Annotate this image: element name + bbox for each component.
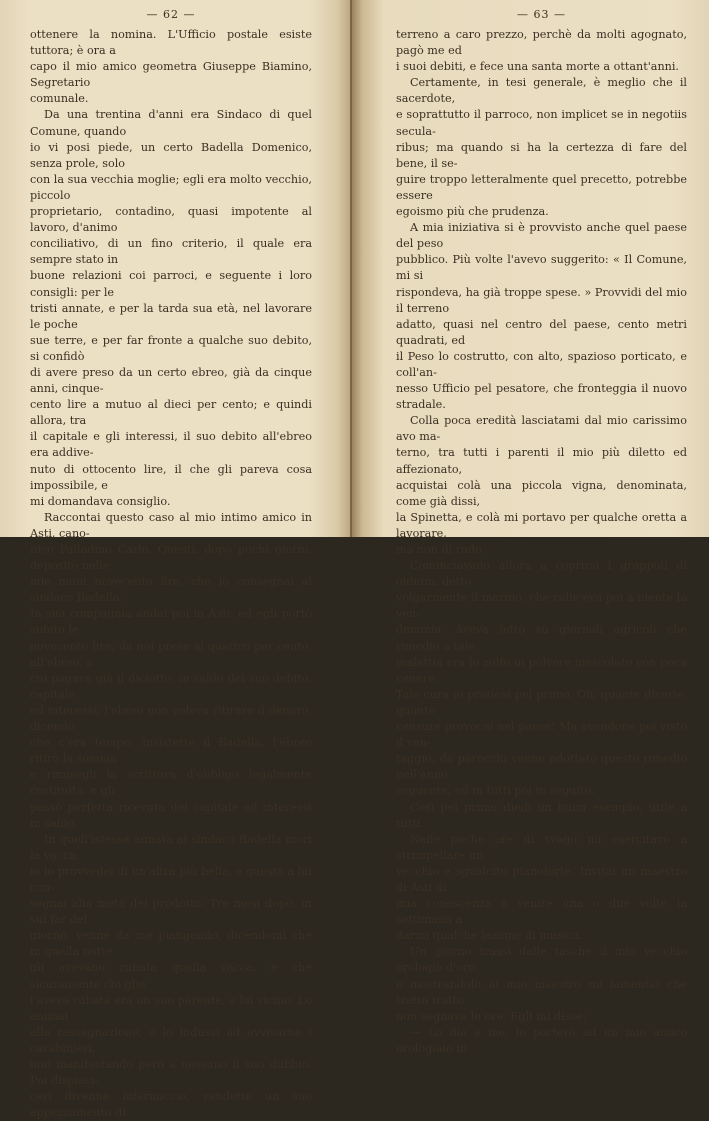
text-line: passò perfetta ricevuta del capitale ed interessi in saldo.	[30, 800, 312, 830]
page-number: — 62 —	[146, 8, 196, 21]
text-line: ed interessi; l'ebreo non voleva ritirare il denaro, dicendo	[30, 703, 312, 734]
text-line: seguente, ed in tutti poi in seguito.	[396, 784, 595, 798]
text-line: sue terre, e per far fronte a qualche suo debito, si confidò	[30, 333, 312, 363]
text-line: e rimisegli la scrittura d'obbligo legalmente costituita, e gli	[30, 768, 312, 798]
text-line: mia conoscenza a venire una o due volte la settimana a	[396, 897, 687, 927]
text-line: non manifestando però a nessuno il suo dubbio. Poi dispiaci-	[30, 1058, 312, 1088]
text-line: guire troppo letteralmente quel precetto, potrebbe essere	[396, 172, 687, 202]
text-line: conciliativo, di un fino criterio, il quale era sempre stato in	[30, 237, 312, 267]
text-line: segnai alla metà del prodotto. Tre mesi dopo, in sul far del	[30, 897, 312, 927]
text-line: nesso Ufficio pel pesatore, che fronteggia il nuovo stradale.	[396, 382, 687, 412]
text-line: Raccontai questo caso al mio intimo amico in Asti, cano-	[30, 510, 312, 540]
text-line: novecento lire, da noi prese al quattro per cento, all'ebreo, a	[30, 639, 312, 669]
text-line: Così pel primo diedi un buon esempio, utile a tutti.	[396, 800, 687, 830]
text-line: buone relazioni coi parroci, e seguente i loro consigli: per le	[30, 269, 312, 299]
text-line: In quell'istessa annata al sindaco Badella morì la vacca;	[30, 832, 312, 862]
text-line: nico Palladino Carlo. Questi, dopo pochi giorni, depositò nelle	[30, 543, 312, 573]
text-line: Da una trentina d'anni era Sindaco di quel Comune, quando	[30, 108, 312, 138]
text-line: non segnava le ore. Egli mi disse:	[396, 1009, 587, 1023]
text-line: terno, tra tutti i parenti il mio più diletto ed affezionato,	[396, 446, 687, 476]
text-line: Certamente, in tesi generale, è meglio che il sacerdote,	[396, 76, 687, 106]
text-line: i suoi debiti, e fece una santa morte a ottant'anni.	[396, 60, 679, 74]
text-line: ribus; ma quando si ha la certezza di fare del bene, il se-	[396, 140, 687, 170]
text-line: Colla poca eredità lasciatami dal mio carissimo avo ma-	[396, 414, 687, 444]
text-line: cui pagava già il diciotto, in saldo del suo debito, capitale	[30, 671, 312, 701]
text-line: gli avevano rubata quella vacca, e che sicuramente chi glie	[30, 961, 312, 991]
text-line: egoismo più che prudenza.	[396, 205, 549, 219]
page-text	[396, 27, 687, 1057]
text-line: volgarmente il marino, che riduceva poi a niente la ven-	[396, 591, 687, 621]
text-line: A mia iniziativa si è provvisto anche quel paese del peso	[396, 221, 687, 251]
text-line: l'aveva rubata era un suo parente, a lui vicino. Lo animai	[30, 993, 312, 1023]
text-line: rispondeva, ha già troppe spese. » Provvidi del mio il terreno	[396, 285, 687, 315]
text-line: censure provocai nel paese! Ma avendone poi visto il van-	[396, 720, 687, 750]
text-line: con la sua vecchia moglie; egli era molto vecchio, piccolo	[30, 172, 312, 202]
text-line: ma non di rado.	[396, 543, 486, 556]
text-line: che c'era tempo; insistette il Badella, l'ebreo ritirò la somma	[30, 736, 312, 766]
text-line: tristi annate, e per la tarda sua età, nel lavorare le poche	[30, 301, 312, 331]
page-number: — 63 —	[517, 8, 566, 21]
text-line: di avere preso da un certo ebreo, già da cinque anni, cinque-	[30, 365, 312, 396]
text-line: il capitale e gli interessi, il suo debito all'ebreo era addive-	[30, 430, 312, 460]
text-line: io lo provvedei di un'altra più bella, e questa a lui con-	[30, 864, 312, 894]
text-line: la Spinetta, e colà mi portavo per qualche oretta a lavorare,	[396, 510, 687, 540]
right-page	[352, 0, 709, 1055]
text-line: darmi qualche lezione di musica.	[396, 929, 583, 943]
left-page	[0, 0, 352, 1120]
text-line: Nelle poche ore di svago mi esercitavo a strimpellare un	[396, 832, 687, 862]
text-line: taggio, da parecchi venne adottato questo rimedio nell'anno	[396, 752, 687, 782]
text-line: alla rassegnazione, e lo indussi ad avvisarne i carabinieri,	[30, 1025, 312, 1055]
text-line: comunale.	[30, 92, 89, 106]
text-line: ottenere la nomina. L'Ufficio postale esiste tuttora; è ora a	[30, 28, 312, 58]
text-line: io vi posi piede, un certo Badella Domenico, senza prole, solo	[30, 140, 312, 170]
text-line: capo il mio amico geometra Giuseppe Biamino, Segretario	[30, 60, 312, 90]
text-line: malattia era lo zolfo in polvere mescolato con poca cenere.	[396, 655, 687, 685]
text-line: In sua compagnia andai poi in Asti, ed egli portò subito le	[30, 607, 312, 637]
text-line: terreno a caro prezzo, perchè da molti agognato, pagò me ed	[396, 28, 687, 58]
text-line: adatto, quasi nel centro del paese, cento metri quadrati, ed	[396, 317, 687, 347]
text-line: ceri divenne infermiccio, vendette un suo appezzamento di	[30, 1090, 312, 1120]
text-line: proprietario, contadino, quasi impotente al lavoro, d'animo	[30, 205, 312, 235]
text-line: cento lire a mutuo al dieci per cento; e quindi allora, tra	[30, 398, 312, 428]
text-line: Tale cura io praticai pel primo. Oh, quante dicerie, quante	[396, 687, 687, 717]
text-line: e mostrandolo al mio maestro mi lamentai che tratto tratto	[396, 977, 687, 1007]
text-line: mi domandava consiglio.	[30, 494, 171, 508]
text-line: giorno, venne da me piangendo, dicendomi che in quella notte	[30, 929, 312, 959]
text-line: e soprattutto il parroco, non implicet se in negotiis secula-	[396, 108, 687, 138]
text-line: acquistai colà una piccola vigna, denominata, come già dissi,	[396, 478, 687, 508]
text-line: vecchio e sgualcito pianoforte. Invitai un maestro di Asti di	[396, 864, 687, 894]
text-line: pubblico. Più volte l'avevo suggerito: « Il Comune, mi si	[396, 253, 687, 283]
text-line: nuto di ottocento lire, il che gli pareva cosa impossibile, e	[30, 462, 312, 492]
text-line: il Peso lo costrutto, con alto, spazioso porticato, e coll'an-	[396, 349, 687, 379]
page-text	[30, 27, 312, 1121]
text-line: — Lo dia a me, lo porterò ad un mio amico orologiaio in	[396, 1025, 687, 1055]
text-line: Un giorno trassi dalle tasche il mio vecchio orologio d'oro,	[396, 945, 687, 975]
text-line: Cominciavano allora a coprirsi i grappoli di oidium, detto	[396, 559, 687, 589]
text-line: demmia. Aveva letto su giornali agricoli che rimedio a tale	[396, 623, 687, 653]
text-line: mie mani novecento lire, che io consegnai al sindaco Badella.	[30, 575, 312, 605]
